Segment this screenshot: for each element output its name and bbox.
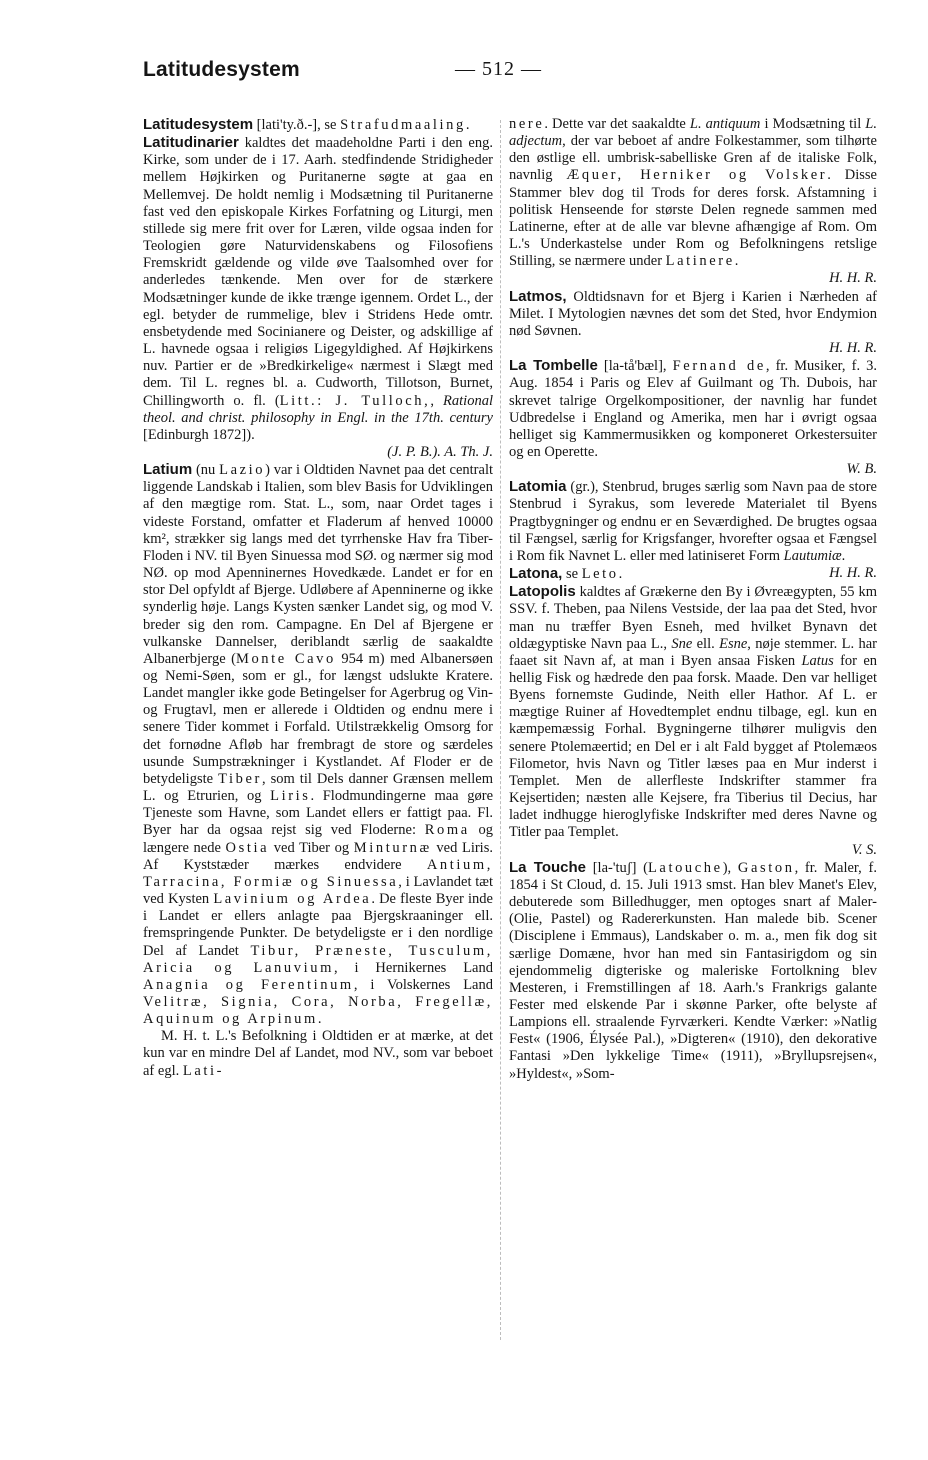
entry-text: Oldtidsnavn for et Bjerg i Karien i Nærheden af Milet. I Mytologien nævnes det som det Sted, hvor Endymion nød Søvnen. — [509, 288, 877, 339]
signature: V. S. — [851, 841, 877, 858]
spaced-name: Tibur, Præneste, Tusculum, Aricia og Lanuvium — [143, 942, 493, 976]
entry-latomia: Latomia (gr.), Stenbrud, bruges særlig som Navn paa de store Stenbrud i Syrakus, som leverede Materialet til Byens Pragtbygninger og endnu er en Seværdighed. De brugtes ogsaa til Fængsel, særlig for Krigsfanger, hvorefter ogsaa et Fængsel i Rom fik Navnet L. eller med latiniseret Form Lautumiæ. H. H. R. — [509, 478, 877, 582]
entry-text: , i Hernikernes Land — [333, 959, 493, 976]
entry-text: ), — [722, 859, 738, 876]
entry-latopolis — [509, 583, 877, 859]
entry-la-tombelle — [509, 357, 877, 478]
spaced-name: Æquer, Herniker og Volsker — [566, 167, 828, 184]
spaced-name: Tiber — [218, 770, 262, 787]
entry-text: , nøje stemmer. L. har faaet sit Navn af, at man i Byen ansaa Fisken — [509, 635, 877, 669]
signature: (J. P. B.). A. Th. J. — [387, 443, 493, 460]
spaced-name: Latouche — [647, 859, 723, 876]
headword: Latmos, — [509, 287, 567, 305]
spaced-name: nere — [509, 116, 545, 132]
spaced-name: Ostia — [225, 839, 270, 856]
entry-text: . Disse Stammer blev dog til Trods for deres forsk. Afstamning i politisk Henseende for største Delen regnede sammen med Latinerne, efter at de alle var blevne afhængige af Rom. Om L.'s Underkastelse under Rom og Befolkningens retslige Stilling, se nærmere under — [509, 167, 877, 270]
spaced-name: Antium, Tarracina, Formiæ og Sinuessa — [143, 856, 493, 890]
entry-latium — [143, 461, 493, 1028]
latin-term: Latus — [801, 652, 834, 669]
paragraph: nere. Dette var det saakaldte L. antiquum i Modsætning til L. adjectum, der var beboet af andre Folkestammer, som tilhørte den østlige ell. umbrisk-sabelliske Gren af de italiske Folk, navnlig Æquer, Herniker og Volsker. Disse Stammer blev dog til Trods for deres forsk. Afstamning i politisk Henseende for største Delen regnede sammen med Latinerne, efter at de alle var blevne afhængige af Rom. Om L.'s Underkastelse under Rom og Befolkningens retslige Stilling, se nærmere under Latinere. H. H. R. — [509, 116, 877, 287]
latin-term: L. antiquum — [689, 116, 761, 132]
entry-text: (gr.), Stenbrud, bruges særlig som Navn paa de store Stenbrud i Syrakus, som leverede Materialet til Byens Pragtbygninger og endnu er en Seværdighed. De brugtes ogsaa til Fængsel, særlig for Krigsfanger, hvorefter ogsaa et Fængsel i Rom fik Navnet L. eller med latiniseret Form — [509, 479, 877, 564]
signature: W. B. — [846, 461, 877, 478]
column-divider — [500, 120, 501, 1340]
entry-text: se — [562, 566, 582, 583]
entry-text: for en hellig Fisk og hædrede den paa forsk. Maade. Den var helliget Byens fornemste Gudinde, Neith eller Hathor. Af L. er mægtige Ruiner af Hovedtemplet endnu tilbage, egl. kun en kæmpemæssig Forhal. Bygningerne tilhører muligvis den senere Ptolemæertid; en Del er i alt Fald bygget af Ptolemæos Filometor, hvis Navn og Titler læses paa en Mur inderst i Templet. Men de allerfleste Indskrifter stammer fra Kejsertiden; næsten alle Kejsere, fra Tiberius til Decius, har ladet indhugge hieroglyfiske Indskrifter med deres Navne og Titler paa Templet. — [509, 652, 878, 841]
entry-text: kaldtes det maadeholdne Parti i den eng. Kirke, som under de i 17. Aarh. stedfindende Stridigheder mellem Højkirken og Puritanerne søgte at gaa en Mellemvej. De holdt nemlig i Modsætning til Puritanerne fast ved den episkopale Kirkes Forfatning og Liturgi, men stillede sig mere frit over for Læren, vilde ogsaa inden for Teologien gøre Naturvidenskabens og Filosofiens Fremskridt gældende og vilde øve Taalsomhed over for anderledes tænkende. Men over for de stærkere Modsætninger kunde de ikke trænge igennem. Ordet L., der egl. betyder de rummelige, blev i Stridens Hede omtr. ensbetydende med Socinianere og Deister, og adskillige af L. havnede ogsaa i religiøs Ligegyldighed. Af Højkirkens nuv. Partier er de »Bredkirkelige« nærmest i Slægt med dem. Til L. regnes bl. a. Cudworth, Tillotson, Burnet, Chillingworth o. fl. ( — [143, 135, 493, 409]
literature-label: Litt.: — [279, 392, 324, 409]
entry-text: 954 m) med Albanersøen og Nemi-Søen, som er gl., for længst udslukte Kratere. Landet mangler ikke gode Betingelser for Agerbrug og Vin- og Frugtavl, men er allerede i Oldtiden og endnu mere i senere Tider kommet i Forfald. Utilstrækkelig Omsorg for det fornødne Afløb har frembragt de store og særdeles usunde Sumpstrækninger i Kystlandet. Af Floder er de betydeligste — [143, 650, 493, 787]
entry-text: kaldtes af Grækerne den By i Øvreægypten, 55 km SSV. f. Theben, paa Nilens Vestside, der laa paa det Sted, hvor man nu træffer Byen Esneh, med hvilket Bynavn det oldægyptiske Navn paa L., — [509, 584, 877, 652]
headword: Latium — [143, 461, 193, 479]
headword: Latitudesystem — [143, 116, 254, 133]
entry-text: , som til Dels danner Grænsen mellem L. og Etrurien, og — [143, 770, 493, 805]
page-header — [0, 0, 928, 90]
entry-latona: Latona, se Leto. — [509, 565, 623, 583]
spaced-name: Fernand de — [672, 358, 766, 375]
entry-text: [Edinburgh 1872]). — [143, 426, 255, 443]
entry-latitudinarier: Latitudinarier kaldtes det maadeholdne Parti i den eng. Kirke, som under de i 17. Aarh. stedfindende Stridigheder mellem Højkirken og Puritanerne søgte at gaa en Mellemvej. De holdt nemlig i Modsætning til Puritanerne fast ved den episkopale Kirkes Forfatning og Liturgi, men stillede sig mere frit over for Læren, vilde ogsaa inden for Teologien gøre Naturvidenskabens og Filosofiens Fremskridt gældende og vilde øve Taalsomhed over for anderledes tænkende. Men over for de stærkere Modsætninger kunde de ikke trænge igennem. Ordet L., der egl. betyder de rummelige, blev i Stridens Hede omtr. ensbetydende med Socinianere og Deister, og adskillige af L. havnede ogsaa i religiøs Ligegyldighed. Af Højkirkens nuv. Partier er de »Bredkirkelige« nærmest i Slægt med dem. Til L. regnes bl. a. Cudworth, Tillotson, Burnet, Chillingworth o. fl. (Litt.: J. Tulloch,, Rational theol. and christ. philosophy in Engl. in the 17th. century [Edinburgh 1872]). (J. P. B.). A. Th. J. — [143, 134, 493, 460]
spaced-name: Minturnæ — [353, 839, 432, 856]
headword: Latopolis — [509, 583, 576, 601]
latin-term: Lautumiæ — [783, 547, 842, 564]
egyptian-name: Sne — [671, 635, 693, 652]
entry-text: . Dette var det saakaldte — [544, 116, 690, 132]
paragraph — [143, 1028, 493, 1079]
entry-text: , i Volskernes Land — [353, 976, 493, 993]
entry-la-touche — [509, 859, 877, 1083]
entry-latitudesystem — [143, 116, 493, 134]
book-title: Rational theol. and christ. philosophy in Engl. in the 17th. century — [143, 392, 493, 426]
running-title: Latitudesystem — [143, 58, 300, 81]
spaced-name: Lazio — [219, 462, 266, 479]
cross-reference: Leto — [581, 566, 619, 583]
entry-text: ved Tiber og — [269, 839, 354, 856]
spaced-name: Gaston — [737, 859, 795, 876]
headword: La Tombelle — [509, 357, 598, 375]
spaced-name: Velitræ, Signia, Cora, Norba, Fregellæ, Aquinum og Arpinum — [143, 993, 493, 1028]
egyptian-name: Esne — [719, 635, 748, 652]
spaced-name: Lati- — [182, 1062, 225, 1079]
entry-text: , i Lavlandet tæt ved Kysten — [143, 873, 493, 908]
entry-text: [lati'ty.ð.-], se — [253, 117, 341, 133]
pronunciation: [la-'tuʃ] ( — [586, 859, 648, 876]
right-column — [509, 116, 877, 1083]
entry-text: , fr. Musiker, f. 3. Aug. 1854 i Paris og Elev af Guilmant og Th. Dubois, har skrevet talrige Orgelkompositioner, der navnlig har fundet Udbredelse i England og Amerika, men har i øvrigt ogsaa helliget sig Kammermusikken og komponeret Orkestersuiter og en Operette. — [509, 358, 878, 460]
spaced-name: Anagnia og Ferentinum — [143, 976, 354, 993]
signature: H. H. R. — [829, 565, 877, 582]
signature: H. H. R. — [829, 270, 877, 287]
spaced-name: Roma — [424, 822, 470, 839]
entry-latmos — [509, 288, 877, 358]
spaced-name: Liris — [270, 788, 311, 805]
entry-text: ved Liris. Af Kyststæder mærkes endvidere — [143, 839, 493, 873]
signature: H. H. R. — [829, 340, 877, 357]
entry-text: ) var i Oldtiden Navnet paa det centralt liggende Landskab i Italien, som blev Basis for Udviklingen af den mægtige rom. Stat. L., som, naar Ordet tages i videste Forstand, omfatter et Fladerum af henved 10000 km², strækker sig langs med det tyrrhenske Hav fra Tiber-Floden i NV. til Byen Sinuessa mod SØ. og nærmer sig mod NØ. op mod Apenninernes Hovedkæde. Landet er for en stor Del opfyldt af Bjerge. Udløbere af Apenninerne og ikke synderlig høje. Langs Kysten sænker Landet sig, og mod V. breder sig den rom. Campagne. En Del af Bjergene er vulkanske Dannelser, deriblandt særlig de saakaldte Albanerbjerge ( — [143, 462, 493, 667]
pronunciation: [la-tå'bæl], — [597, 358, 673, 375]
entry-text: (nu — [192, 462, 220, 479]
entry-text: ell. — [692, 635, 720, 652]
headword: Latona, — [509, 565, 563, 583]
left-column — [143, 116, 493, 1080]
cross-reference: Strafudmaaling. — [340, 117, 473, 133]
latin-term: L. adjectum — [509, 116, 877, 150]
headword: Latomia — [509, 478, 567, 496]
spaced-name: Monte Cavo — [235, 650, 336, 667]
entry-text: . — [317, 1011, 322, 1028]
author-name: J. Tulloch, — [323, 392, 431, 409]
entry-text: i Modsætning til — [760, 116, 866, 132]
entry-text: , fr. Maler, f. 1854 i St Cloud, d. 15. Juli 1913 smst. Han blev Manet's Elev, debuterede som Billedhugger, men optoges snart af Maler- (Olie, Pastel) og Radererkunsten. Han malede bib. Scener (Disciplene i Emmaus), Landskaber o. m. a., men fik dog sit særlige Domæne, hvor han med sin Fantasirigdom og sin ejendommelig digteriske og maleriske Fortolkning blev Mesteren, i Fremstillingen af 18. Aarh.'s Frankrigs galante Fester med elskende Par i skønne Parker, ofte belyste af Lampions ell. straalende Fyrværkeri. Kendte Værker: »Natlig Fest« (1906, Élysée Pal.), »Digteren« (1910), den dekorative Fantasi »Den lykkelige Time« (1911), »Bryllupsrejsen«, »Hyldest«, »Som- — [509, 859, 877, 1082]
headword: Latitudinarier — [143, 134, 239, 152]
headword: La Touche — [509, 858, 586, 876]
entry-text: . Flodmundingerne maa gøre Tjeneste som Havne, som Landet ellers er fattigt paa. Fl. Byer har da ogsaa rejst sig ved Floderne: — [143, 788, 494, 839]
cross-reference: Latinere — [665, 253, 735, 270]
entry-text: M. H. t. L.'s Befolkning i Oldtiden er at mærke, at det kun var en mindre Del af Landet, mod NV., som var beboet af egl. — [143, 1028, 493, 1079]
page-number: — 512 — — [455, 58, 542, 80]
entry-text: , der var beboet af andre Folkestammer, som tilhørte den østlige ell. umbrisk-sabelliske Gren af de italiske Folk, navnlig — [509, 133, 877, 184]
entry-text: . De fleste Byer inde i Landet er ellers anlagte paa Bjergskraaninger ell. fremspringende Punkter. De betydeligste er i den nordlige Del af Landet — [143, 891, 493, 959]
entry-text: og længere nede — [143, 822, 494, 856]
spaced-name: Lavinium og Ardea — [213, 891, 372, 908]
